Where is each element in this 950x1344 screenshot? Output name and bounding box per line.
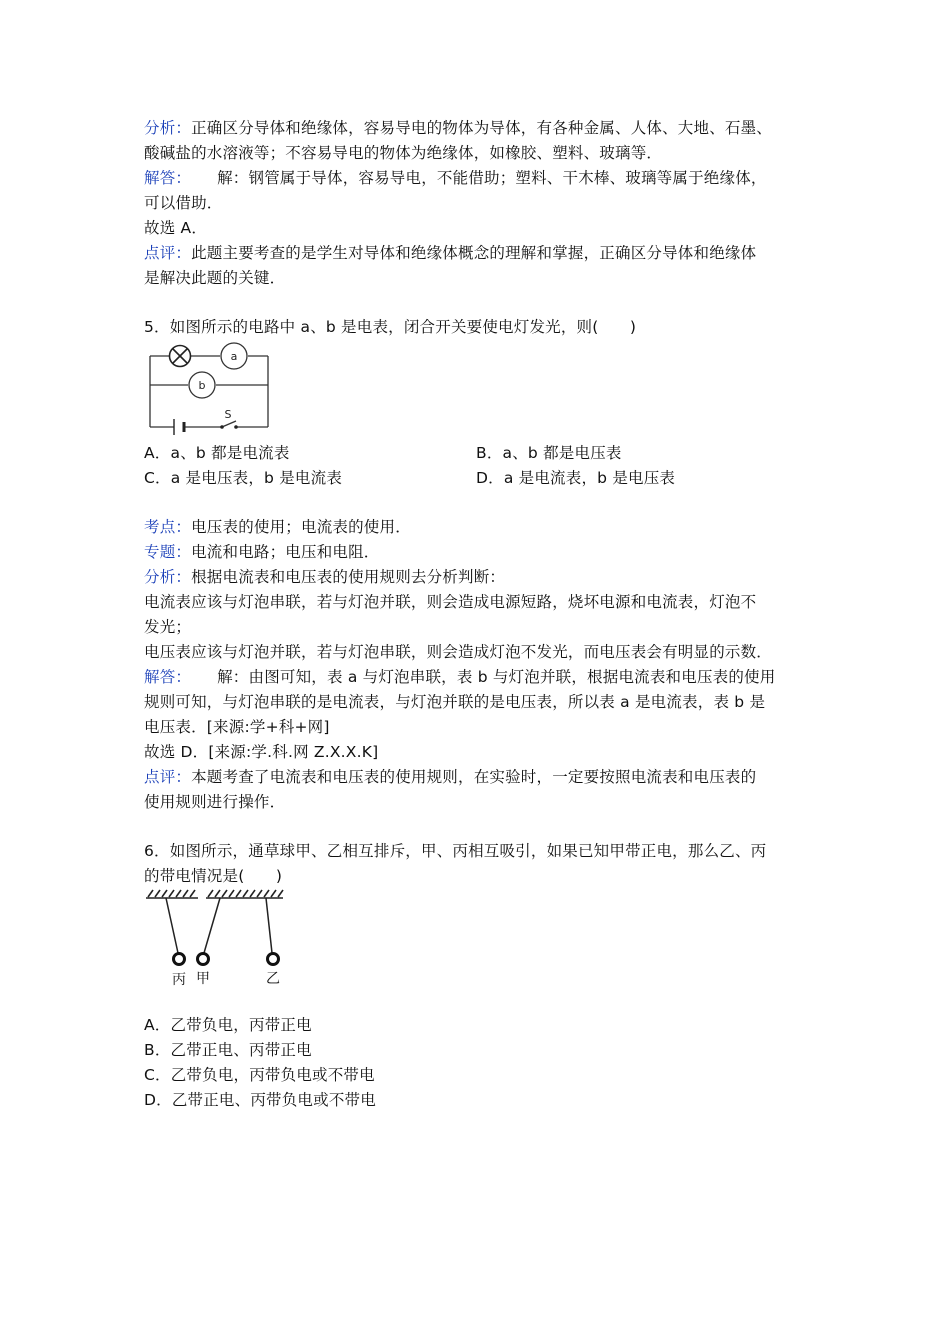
q5-option-a: A．a、b 都是电流表	[144, 444, 290, 462]
q5-fenxi-line3: 发光；	[144, 618, 192, 636]
q4-comment-line1	[144, 243, 756, 263]
q4-comment-line2: 是解决此题的关键．	[144, 269, 286, 287]
q4-jieda-label: 解答：	[144, 169, 192, 187]
ball-yi	[266, 954, 280, 988]
meter-a-label: a	[230, 350, 238, 363]
ball-bing	[172, 954, 186, 989]
q5-dianping-line1	[144, 767, 756, 787]
q4-dianping-label: 点评：	[144, 244, 192, 262]
q5-jieda-text: 解：由图可知，表 a 与灯泡串联，表 b 与灯泡并联，根据电流表和电压表的使用	[217, 668, 776, 686]
q6-option-a: A．乙带负电，丙带正电	[144, 1016, 312, 1034]
q4-jieda-text: 解：钢管属于导体，容易导电，不能借助；塑料、干木棒、玻璃等属于绝缘体，	[217, 169, 767, 187]
q4-solution-line1	[144, 168, 767, 188]
q5-jieda-line2: 规则可知，与灯泡串联的是电流表，与灯泡并联的是电压表，所以表 a 是电流表，表 b 是	[144, 693, 766, 711]
q5-fenxi-label: 分析：	[144, 568, 192, 586]
q5-dianping-label: 点评：	[144, 768, 192, 786]
q5-option-c: C．a 是电压表，b 是电流表	[144, 469, 343, 487]
q5-answer: 故选 D．[来源:学.科.网 Z.X.X.K]	[144, 743, 379, 761]
q5-circuit-figure	[140, 340, 276, 438]
switch-label: S	[224, 408, 232, 421]
q5-zhuanti-text: 电流和电路；电压和电阻．	[191, 543, 380, 561]
lamp-icon	[170, 346, 191, 367]
q5-kaodian-label: 考点：	[144, 518, 192, 536]
q6-option-c: C．乙带负电，丙带负电或不带电	[144, 1066, 375, 1084]
q6-stem-line1: 6．如图所示，通草球甲、乙相互排斥，甲、丙相互吸引，如果已知甲带正电，那么乙、丙	[144, 842, 767, 860]
q5-zhuanti-label: 专题：	[144, 543, 192, 561]
q5-jieda-line3: 电压表．[来源:学+科+网]	[144, 718, 330, 736]
q4-analysis-line2: 酸碱盐的水溶液等；不容易导电的物体为绝缘体，如橡胶、塑料、玻璃等．	[144, 144, 663, 162]
q5-jieda-label: 解答：	[144, 668, 192, 686]
q5-dianping-line2: 使用规则进行操作．	[144, 793, 286, 811]
q5-kaodian-text: 电压表的使用；电流表的使用．	[191, 518, 411, 536]
q4-analysis-line1	[144, 118, 772, 138]
switch-icon	[220, 408, 238, 429]
q5-kaodian	[144, 517, 411, 537]
q5-dianping-text: 本题考查了电流表和电压表的使用规则，在实验时，一定要按照电流表和电压表的	[191, 768, 757, 786]
q4-answer: 故选 A．	[144, 219, 208, 237]
q5-option-b: B．a、b 都是电压表	[476, 444, 622, 462]
q5-fenxi-text: 根据电流表和电压表的使用规则去分析判断：	[191, 568, 506, 586]
ceiling-icon	[146, 890, 283, 898]
ball-jia-label: 甲	[196, 971, 210, 987]
ball-bing-label: 丙	[172, 972, 186, 988]
q4-fenxi-label: 分析：	[144, 119, 192, 137]
ball-jia	[196, 954, 210, 988]
q5-stem: 5．如图所示的电路中 a、b 是电表，闭合开关要使电灯发光，则( )	[144, 318, 637, 336]
meter-b-label: b	[198, 379, 206, 392]
q4-fenxi-text: 正确区分导体和绝缘体，容易导电的物体为导体，有各种金属、人体、大地、石墨、	[191, 119, 773, 137]
q5-fenxi	[144, 567, 505, 587]
ball-yi-label: 乙	[266, 971, 280, 987]
q4-solution-line2: 可以借助．	[144, 194, 223, 212]
q5-fenxi-line4: 电压表应该与灯泡并联，若与灯泡串联，则会造成灯泡不发光，而电压表会有明显的示数．	[144, 643, 773, 661]
q5-fenxi-line2: 电流表应该与灯泡串联，若与灯泡并联，则会造成电源短路，烧坏电源和电流表，灯泡不	[144, 593, 757, 611]
battery-icon	[174, 419, 184, 435]
q4-dianping-text: 此题主要考查的是学生对导体和绝缘体概念的理解和掌握，正确区分导体和绝缘体	[191, 244, 757, 262]
meter-b	[189, 372, 215, 398]
q6-option-b: B．乙带正电、丙带正电	[144, 1041, 312, 1059]
q6-option-d: D．乙带正电、丙带负电或不带电	[144, 1091, 376, 1109]
q5-jieda-line1	[144, 667, 775, 687]
meter-a	[221, 343, 247, 369]
q6-pith-ball-figure	[140, 886, 290, 996]
q6-stem-line2: 的带电情况是( )	[144, 867, 283, 885]
q5-zhuanti	[144, 542, 380, 562]
q5-option-d: D．a 是电流表，b 是电压表	[476, 469, 676, 487]
